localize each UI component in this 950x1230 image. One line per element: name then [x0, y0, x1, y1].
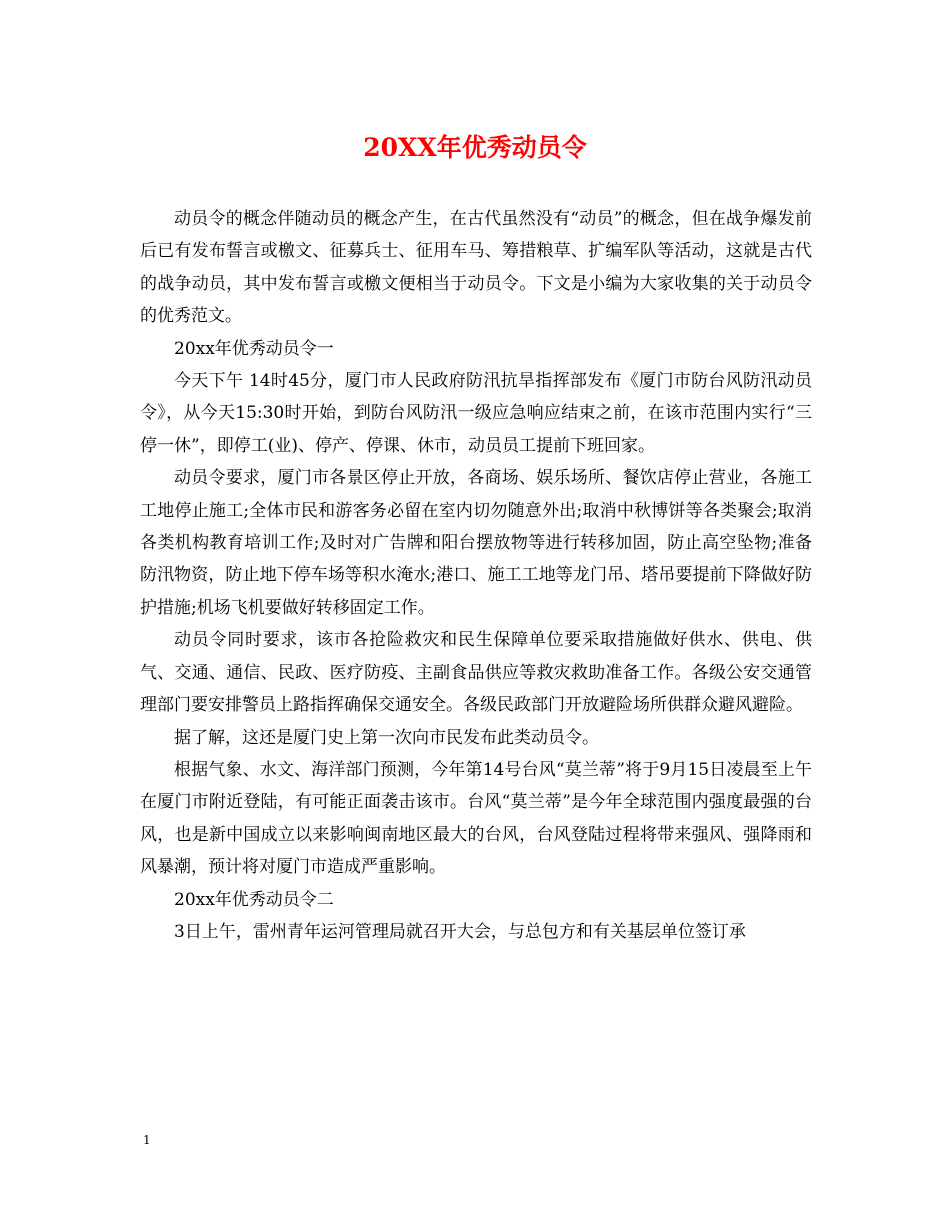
body-paragraph: 根据气象、水文、海洋部门预测，今年第14号台风“莫兰蒂”将于9月15日凌晨至上午在厦门市附近登陆，有可能正面袭击该市。台风“莫兰蒂”是今年全球范围内强度最强的台风，也是新中国成立以来影响闽南地区最大的台风，台风登陆过程将带来强风、强降雨和风暴潮，预计将对厦门市造成严重影响。 [140, 759, 812, 878]
body-paragraph: 今天下午 14时45分，厦门市人民政府防汛抗旱指挥部发布《厦门市防台风防汛动员令》，从今天15:30时开始，到防台风防汛一级应急响应结束之前，在该市范围内实行“三停一休”，即停工(业)、停产、停课、休市，动员员工提前下班回家。 [140, 371, 812, 456]
section-heading-2: 20xx年优秀动员令二 [174, 889, 334, 910]
section-heading-1: 20xx年优秀动员令一 [174, 338, 334, 359]
intro-paragraph: 动员令的概念伴随动员的概念产生，在古代虽然没有“动员”的概念，但在战争爆发前后已有发布誓言或檄文、征募兵士、征用车马、筹措粮草、扩编军队等活动，这就是古代的战争动员，其中发布誓言或檄文便相当于动员令。下文是小编为大家收集的关于动员令的优秀范文。 [140, 209, 812, 327]
body-paragraph: 3日上午，雷州青年运河管理局就召开大会，与总包方和有关基层单位签订承 [174, 921, 746, 942]
document-title: 20XX年优秀动员令 [363, 133, 587, 162]
document-body [140, 203, 812, 948]
page-number: 1 [143, 1133, 151, 1147]
body-paragraph: 动员令同时要求，该市各抢险救灾和民生保障单位要采取措施做好供水、供电、供气、交通、通信、民政、医疗防疫、主副食品供应等救灾救助准备工作。各级公安交通管理部门要安排警员上路指挥确保交通安全。各级民政部门开放避险场所供群众避风避险。 [140, 630, 812, 716]
body-paragraph: 动员令要求，厦门市各景区停止开放，各商场、娱乐场所、餐饮店停止营业，各施工工地停止施工;全体市民和游客务必留在室内切勿随意外出;取消中秋博饼等各类聚会;取消各类机构教育培训工作;及时对广告牌和阳台摆放物等进行转移加固，防止高空坠物;准备防汛物资，防止地下停车场等积水淹水;港口、施工工地等龙门吊、塔吊要提前下降做好防护措施;机场飞机要做好转移固定工作。 [140, 468, 812, 618]
body-paragraph: 据了解，这还是厦门史上第一次向市民发布此类动员令。 [174, 727, 599, 748]
